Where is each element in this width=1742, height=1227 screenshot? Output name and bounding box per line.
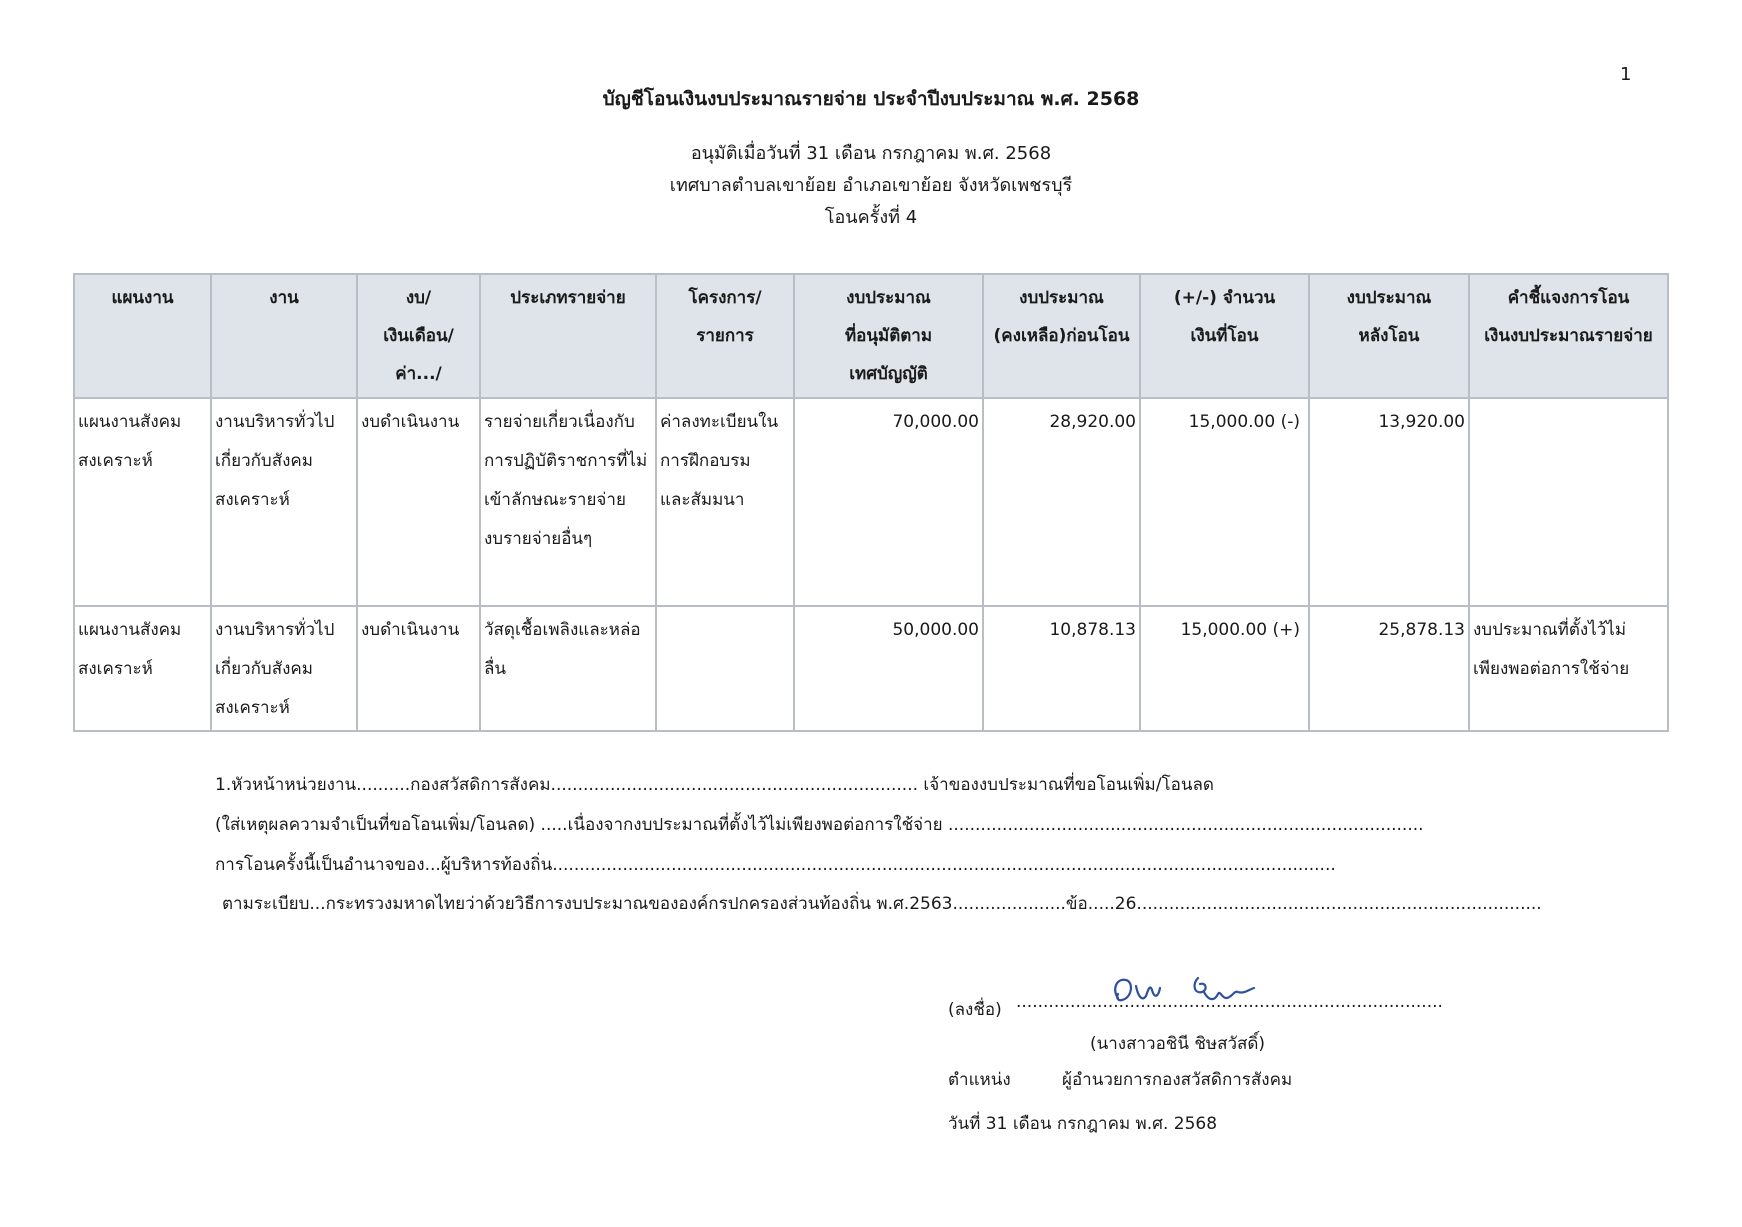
cell-budget-before: 10,878.13 [983,606,1140,731]
header-approved-budget: งบประมาณ ที่อนุมัติตาม เทศบัญญัติ [794,274,983,398]
cell-work: งานบริหารทั่วไป เกี่ยวกับสังคม สงเคราะห์ [211,398,357,606]
cell-budget-before: 28,920.00 [983,398,1140,606]
header-budget-after: งบประมาณ หลังโอน [1309,274,1469,398]
signature-date: วันที่ 31 เดือน กรกฎาคม พ.ศ. 2568 [948,1114,1218,1134]
header-budget-before: งบประมาณ (คงเหลือ)ก่อนโอน [983,274,1140,398]
header-explanation: คำชี้แจงการโอน เงินงบประมาณรายจ่าย [1469,274,1668,398]
authority-line: การโอนครั้งนี้เป็นอำนาจของ...ผู้บริหารท้องถิ่น................................................................................................................................................. [215,855,1336,875]
document-title: บัญชีโอนเงินงบประมาณรายจ่าย ประจำปีงบประมาณ พ.ศ. 2568 [602,88,1140,110]
cell-work: งานบริหารทั่วไป เกี่ยวกับสังคม สงเคราะห์ [211,606,357,731]
header-budget-category: งบ/ เงินเดือน/ ค่า.../ [357,274,480,398]
transfer-number: โอนครั้งที่ 4 [824,207,918,228]
cell-transfer-amount: 15,000.00 (+) [1140,606,1309,731]
reason-line: (ใส่เหตุผลความจำเป็นที่ขอโอนเพิ่ม/โอนลด) .....เนื่องจากงบประมาณที่ตั้งไว้ไม่เพียงพอต่อการใช้จ่าย ........................................................................................ [215,815,1424,835]
cell-plan: แผนงานสังคม สงเคราะห์ [74,606,211,731]
cell-approved-budget: 70,000.00 [794,398,983,606]
header-project: โครงการ/ รายการ [656,274,794,398]
handwritten-signature [1108,968,1258,1014]
signature-label: (ลงชื่อ) [948,1000,1002,1020]
cell-explanation: งบประมาณที่ตั้งไว้ไม่ เพียงพอต่อการใช้จ่าย [1469,606,1668,731]
cell-explanation [1469,398,1668,606]
cell-expense-type: รายจ่ายเกี่ยวเนื่องกับ การปฏิบัติราชการที่ไม่ เข้าลักษณะรายจ่าย งบรายจ่ายอื่นๆ [480,398,656,606]
cell-budget-category: งบดำเนินงาน [357,398,480,606]
table-row [74,398,1668,606]
signatory-name: (นางสาวอชินี ชิษสวัสดิ์) [1090,1034,1266,1054]
cell-plan: แผนงานสังคม สงเคราะห์ [74,398,211,606]
table-row [74,606,1668,731]
position-value: ผู้อำนวยการกองสวัสดิการสังคม [1062,1070,1293,1090]
cell-budget-after: 13,920.00 [1309,398,1469,606]
page-number: 1 [1620,64,1632,85]
header-transfer-amount: (+/-) จำนวน เงินที่โอน [1140,274,1309,398]
cell-transfer-amount: 15,000.00 (-) [1140,398,1309,606]
cell-approved-budget: 50,000.00 [794,606,983,731]
budget-transfer-table [73,273,1669,732]
regulation-line: ตามระเบียบ...กระทรวงมหาดไทยว่าด้วยวิธีการงบประมาณขององค์กรปกครองส่วนท้องถิ่น พ.ศ.2563.....................ข้อ.....26........................................................................... [222,894,1542,914]
table-header-row [74,274,1668,398]
cell-budget-category: งบดำเนินงาน [357,606,480,731]
approved-date-line: อนุมัติเมื่อวันที่ 31 เดือน กรกฎาคม พ.ศ. 2568 [690,143,1052,164]
cell-project [656,606,794,731]
signature-dotted-line: ............................................................................... [1016,992,1443,1012]
organization-line: เทศบาลตำบลเขาย้อย อำเภอเขาย้อย จังหวัดเพชรบุรี [669,175,1073,196]
department-head-line: 1.หัวหน้าหน่วยงาน..........กองสวัสดิการสังคม.................................................................... เจ้าของงบประมาณที่ขอโอนเพิ่ม/โอนลด [215,775,1214,795]
cell-budget-after: 25,878.13 [1309,606,1469,731]
header-expense-type: ประเภทรายจ่าย [480,274,656,398]
header-plan: แผนงาน [74,274,211,398]
cell-expense-type: วัสดุเชื้อเพลิงและหล่อ ลื่น [480,606,656,731]
header-work: งาน [211,274,357,398]
cell-project: ค่าลงทะเบียนใน การฝึกอบรม และสัมมนา [656,398,794,606]
position-label: ตำแหน่ง [948,1070,1011,1090]
